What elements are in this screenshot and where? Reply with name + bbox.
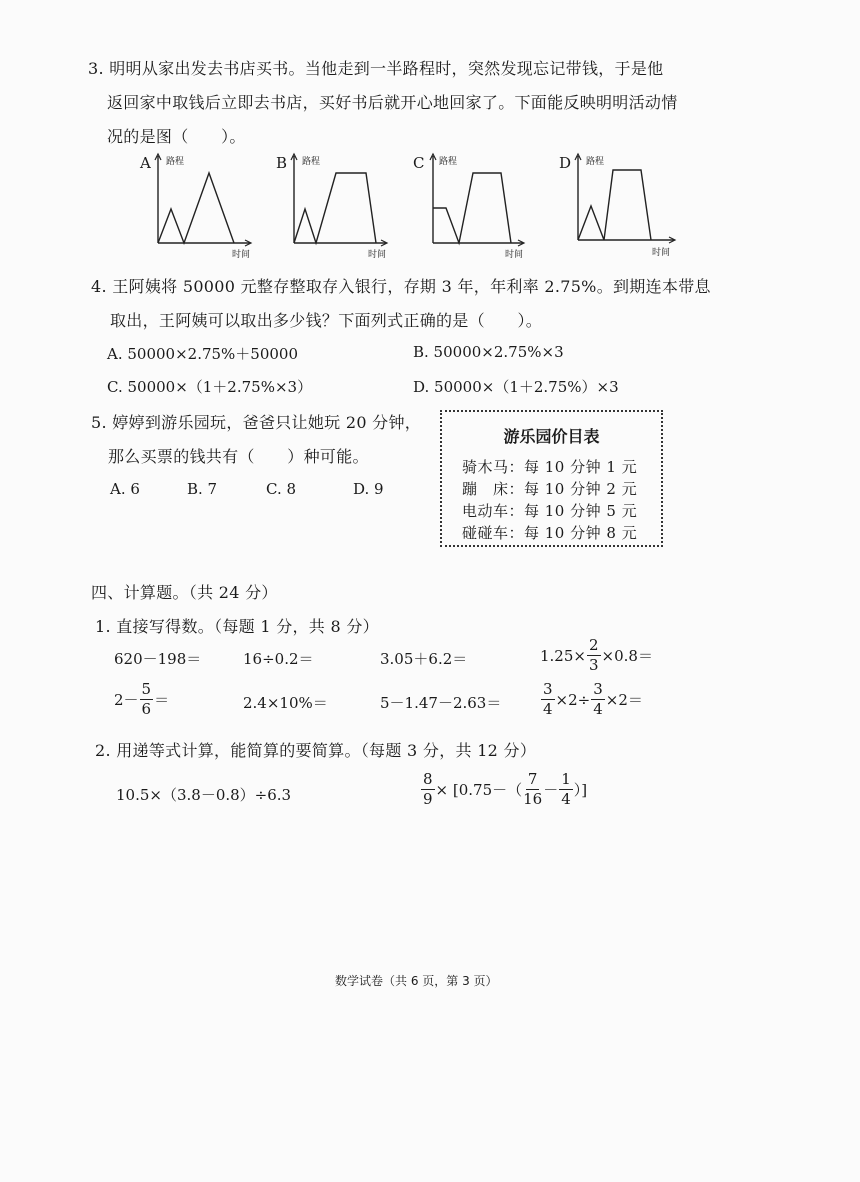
calc-4-fraction [587, 638, 601, 673]
calc-5-part-b: ＝ [154, 691, 170, 709]
graph-d-xlabel: 时间 [652, 248, 671, 258]
calc-3: 3.05＋6.2＝ [380, 650, 468, 668]
stepwise-2-denominator-3: 4 [561, 790, 571, 808]
q4-option-a: A. 50000×2.75%＋50000 [107, 345, 299, 363]
stepwise-2-part-d: ）] [573, 781, 588, 799]
graph-b [276, 150, 396, 260]
calc-5 [114, 682, 169, 717]
graph-b-letter: B [276, 154, 288, 172]
calc-5-denominator: 6 [141, 700, 152, 718]
calc-5-numerator: 5 [141, 680, 152, 698]
stepwise-2-fraction-1 [421, 772, 435, 807]
graph-a-xlabel: 时间 [232, 250, 251, 260]
calc-8-denominator-2: 4 [593, 700, 603, 718]
q5-option-a: A. 6 [110, 480, 140, 498]
price-table [440, 410, 663, 547]
graph-b-ylabel: 路程 [302, 157, 321, 167]
stepwise-2-denominator-1: 9 [423, 790, 433, 808]
calc-8-fraction-2 [591, 682, 605, 717]
price-row-electric-car: 电动车：每 10 分钟 5 元 [462, 502, 638, 520]
graph-a [140, 150, 260, 260]
q4-option-c: C. 50000×（1＋2.75%×3） [107, 378, 313, 396]
calc-8-part-b: ×2÷ [555, 690, 591, 709]
q5-option-b: B. 7 [187, 480, 218, 498]
q4-option-b: B. 50000×2.75%×3 [413, 343, 564, 361]
calc-4-part-a: 1.25× [540, 646, 586, 665]
q5-line1: 5. 婷婷到游乐园玩，爸爸只让她玩 20 分钟， [91, 413, 422, 432]
calc-2: 16÷0.2＝ [243, 650, 314, 668]
calc-8-part-c: ×2＝ [605, 691, 643, 709]
section4-title: 四、计算题。（共 24 分） [91, 583, 278, 602]
graph-a-plot [140, 150, 260, 250]
graph-a-letter: A [140, 154, 151, 172]
stepwise-2-numerator-3: 1 [561, 770, 571, 788]
q3-line1: 3. 明明从家出发去书店买书。当他走到一半路程时，突然发现忘记带钱，于是他 [88, 59, 664, 78]
calc-7: 5－1.47－2.63＝ [380, 694, 502, 712]
graph-c-ylabel: 路程 [439, 157, 458, 167]
calc-8-denominator-1: 4 [543, 700, 553, 718]
stepwise-2-fraction-3 [559, 772, 573, 807]
q4-line2: 取出，王阿姨可以取出多少钱？下面列式正确的是（ ）。 [110, 311, 543, 330]
q5-option-d: D. 9 [353, 480, 384, 498]
stepwise-calc-1: 10.5×（3.8－0.8）÷6.3 [116, 786, 292, 804]
graph-d [556, 150, 681, 260]
graph-c-xlabel: 时间 [505, 250, 524, 260]
graph-d-plot [556, 150, 681, 250]
calc-4-part-b: ×0.8＝ [601, 647, 653, 665]
stepwise-2-fraction-2 [523, 772, 542, 807]
calc-5-fraction [140, 682, 154, 717]
graph-d-ylabel: 路程 [586, 157, 605, 167]
calc-8-fraction-1 [541, 682, 555, 717]
calc-6: 2.4×10%＝ [243, 694, 328, 712]
stepwise-2-denominator-2: 16 [523, 790, 543, 808]
q3-line2: 返回家中取钱后立即去书店，买好书后就开心地回家了。下面能反映明明活动情 [107, 93, 678, 112]
section4-part2-title: 2. 用递等式计算，能简算的要简算。（每题 3 分，共 12 分） [95, 741, 537, 760]
price-row-trampoline: 蹦 床：每 10 分钟 2 元 [462, 480, 638, 498]
q3-line3: 况的是图（ ）。 [107, 127, 246, 146]
graph-d-letter: D [559, 154, 572, 172]
price-row-carousel: 骑木马：每 10 分钟 1 元 [462, 458, 638, 476]
price-table-title: 游乐园价目表 [503, 427, 600, 446]
stepwise-2-part-c: － [543, 781, 559, 799]
calc-8-numerator-2: 3 [593, 680, 603, 698]
calc-4-denominator: 3 [588, 656, 599, 674]
graph-c [413, 150, 533, 260]
graph-c-letter: C [413, 154, 425, 172]
price-row-bumper-car: 碰碰车：每 10 分钟 8 元 [462, 524, 638, 542]
graph-b-xlabel: 时间 [368, 250, 387, 260]
graph-c-plot [413, 150, 533, 250]
q5-line2: 那么买票的钱共有（ ）种可能。 [108, 447, 369, 466]
calc-1: 620－198＝ [114, 650, 202, 668]
stepwise-2-numerator-2: 7 [527, 770, 538, 788]
calc-4-numerator: 2 [588, 636, 599, 654]
graph-a-ylabel: 路程 [166, 157, 185, 167]
calc-5-part-a: 2－ [114, 691, 139, 709]
stepwise-2-numerator-1: 8 [423, 770, 433, 788]
page-footer: 数学试卷（共 6 页，第 3 页） [335, 974, 498, 988]
stepwise-calc-2 [420, 772, 587, 807]
calc-8 [540, 682, 643, 717]
q4-option-d: D. 50000×（1＋2.75%）×3 [413, 378, 619, 396]
stepwise-2-part-b: × [0.75－（ [435, 781, 523, 799]
graph-b-plot [276, 150, 396, 250]
calc-4 [540, 638, 653, 673]
q5-option-c: C. 8 [266, 480, 297, 498]
calc-8-numerator-1: 3 [543, 680, 553, 698]
section4-part1-title: 1. 直接写得数。（每题 1 分，共 8 分） [95, 617, 379, 636]
q4-line1: 4. 王阿姨将 50000 元整存整取存入银行，存期 3 年，年利率 2.75%。到期连本带息 [91, 277, 711, 296]
